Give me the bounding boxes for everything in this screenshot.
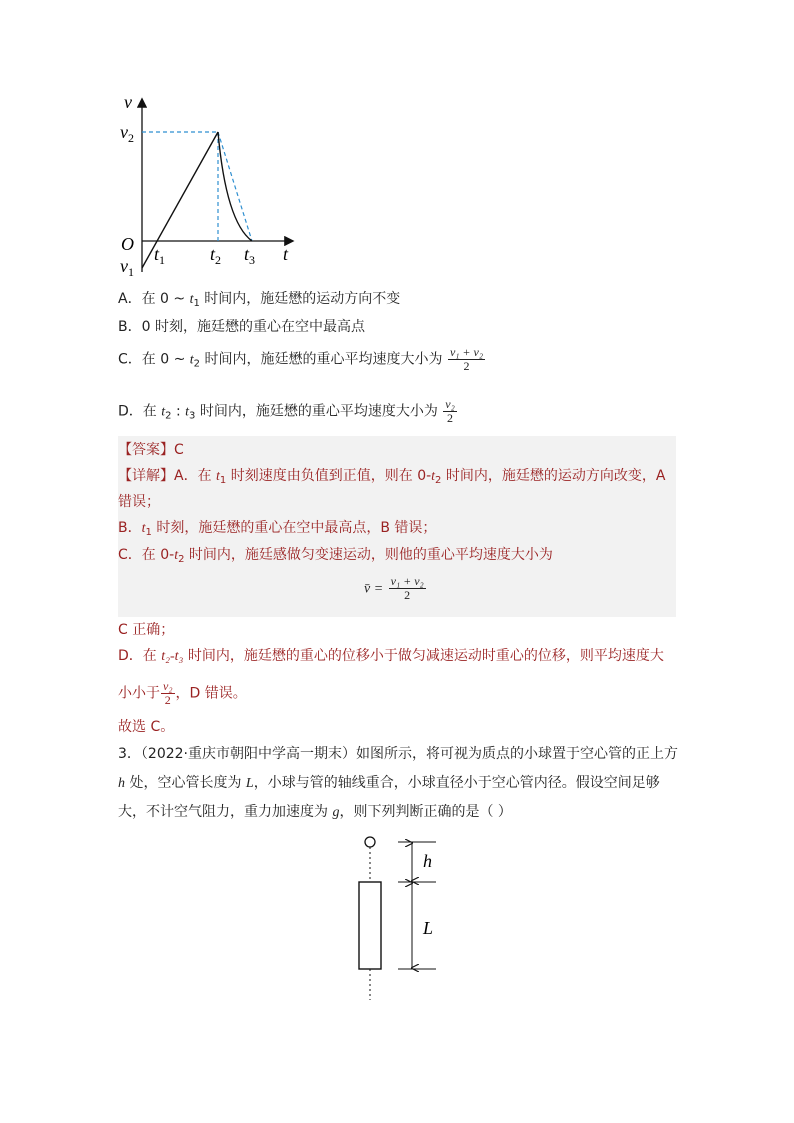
detail-line-8: 故选 C。 — [118, 719, 175, 735]
detail-line-5: C 正确； — [118, 622, 175, 638]
uniform-decel-dashed-line — [218, 132, 252, 241]
option-c-fraction: $\frac{\text{v₁ + v₂}}{2}$ — [449, 345, 484, 373]
ball-tube-figure — [340, 830, 460, 1005]
t3-label: $t_3$ — [244, 244, 256, 267]
v1-label: $v_1$ — [120, 256, 134, 277]
detail-line-2: 错误； — [118, 494, 160, 510]
option-d-fraction: $\frac{\text{v₂}}{2}$ — [445, 397, 455, 425]
option-a: A．在 0 ~ $t_1$ 时间内，施廷懋的运动方向不变 — [118, 291, 401, 309]
detail-line-6: D．在 t₂-t₃ 时间内，施廷懋的重心的位移小于做匀减速运动时重心的位移，则平均速度大 — [118, 648, 664, 664]
L-label: L — [423, 918, 434, 938]
detail-line-1: 【详解】A．在 $t_1$ 时刻速度由负值到正值，则在 $0-t_2$ 时间内，施廷懋的运动方向改变，A — [118, 468, 666, 486]
hollow-tube — [359, 882, 381, 969]
question3-line-2: h 处，空心管长度为 L，小球与管的轴线重合，小球直径小于空心管内径。假设空间足够 — [118, 775, 660, 791]
option-d: D．在 $t_2$ : $t_3$ 时间内，施廷懋的重心平均速度大小为 $\frac{\text{v₂}}{2}$ — [118, 397, 455, 425]
origin-label: O — [121, 234, 134, 254]
option-c: C．在 0 ~ $t_2$ 时间内，施廷懋的重心平均速度大小为 $\frac{\text{v₁ + v₂}}{2}$ — [118, 345, 484, 373]
question3-line-3: 大，不计空气阻力，重力加速度为 g，则下列判断正确的是（ ） — [118, 804, 512, 820]
detail-line-3: B．$t_1$ 时刻，施廷懋的重心在空中最高点，B 错误； — [118, 520, 437, 538]
question3-line-1: 3．（2022·重庆市朝阳中学高一期末）如图所示，将可视为质点的小球置于空心管的正上方 — [118, 746, 678, 762]
detail-line-4: C．在 $0-t_2$ 时间内，施廷感做匀变速运动，则他的重心平均速度大小为 — [118, 547, 553, 565]
ball — [365, 837, 375, 847]
t1-label: $t_1$ — [154, 244, 166, 267]
option-b: B．0 时刻，施廷懋的重心在空中最高点 — [118, 319, 365, 335]
v-axis-label: v — [124, 92, 132, 112]
h-label: h — [423, 851, 432, 871]
v2-label: $v_2$ — [120, 122, 134, 145]
vt-graph — [110, 92, 310, 277]
detail-line-7: 小小于 $\frac{\text{v₂}}{2}$ ，D 错误。 — [118, 679, 247, 707]
t2-label: $t_2$ — [210, 244, 222, 267]
t-axis-label: t — [283, 244, 289, 264]
answer-line: 【答案】C — [118, 442, 184, 458]
detail-fraction: $\frac{\text{v₂}}{2}$ — [163, 679, 173, 707]
average-velocity-formula: v̄ = $\frac{\text{v₁ + v₂}}{2}$ — [364, 574, 424, 602]
